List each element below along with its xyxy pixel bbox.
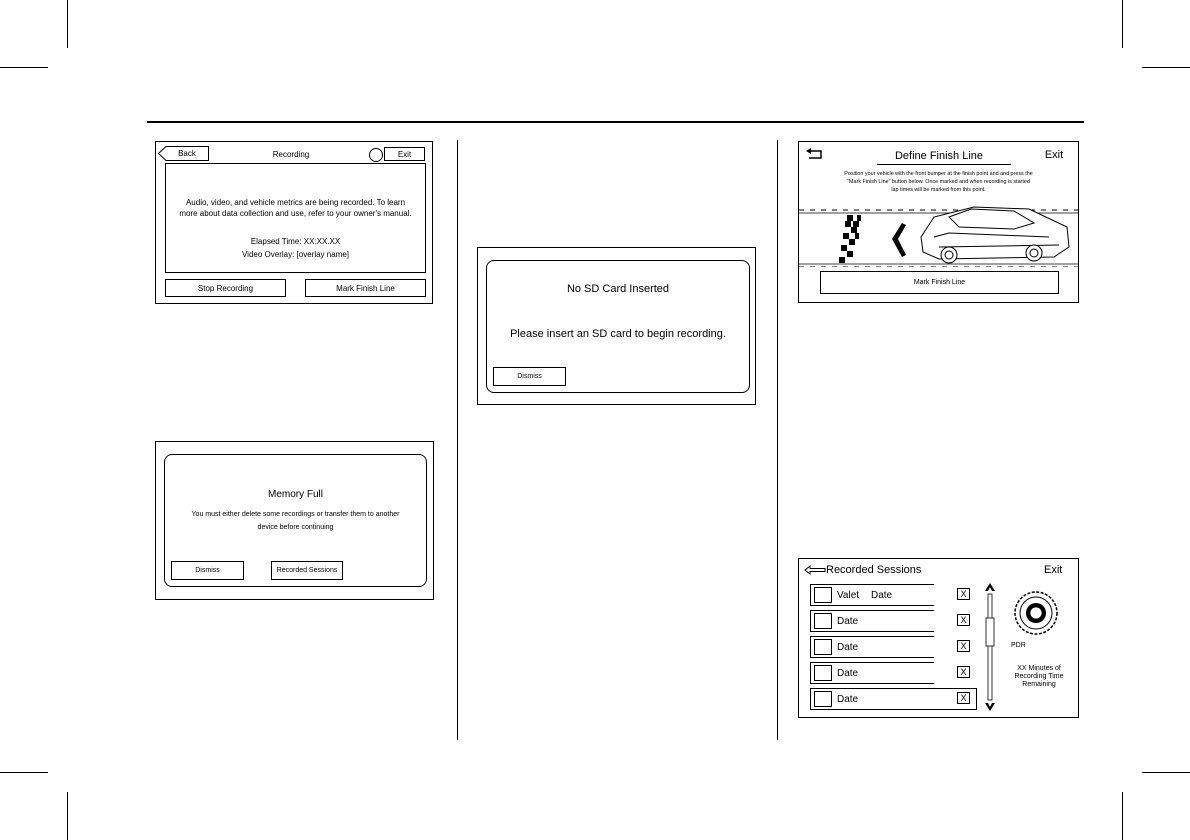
thumbnail-icon	[814, 587, 832, 603]
remaining-line2: Recording Time	[1014, 673, 1064, 680]
back-button[interactable]	[158, 146, 209, 161]
scroll-up-icon	[985, 583, 995, 591]
dismiss-button[interactable]: Dismiss	[493, 367, 566, 386]
finish-line-exit[interactable]: Exit	[1044, 149, 1064, 161]
session-date: Date	[837, 694, 859, 705]
session-row[interactable]	[810, 662, 934, 684]
session-date: Date	[837, 642, 859, 653]
thumbnail-icon	[814, 665, 832, 681]
mark-finish-line-button[interactable]: Mark Finish Line	[820, 271, 1059, 294]
scrollbar[interactable]	[983, 582, 997, 712]
recording-message-line1: Audio, video, and vehicle metrics are being recorded. To learn	[185, 198, 406, 207]
back-arrow-icon[interactable]	[804, 565, 826, 575]
delete-button[interactable]: X	[957, 614, 970, 626]
memory-full-dialog	[164, 454, 427, 587]
crop-mark	[0, 772, 48, 773]
sessions-exit[interactable]: Exit	[1044, 564, 1063, 576]
no-sd-card-title: No SD Card Inserted	[566, 283, 670, 295]
no-sd-card-dialog	[486, 260, 750, 393]
column-divider	[777, 140, 778, 740]
recording-message-panel	[165, 163, 426, 273]
column-divider	[457, 140, 458, 740]
memory-full-screen	[155, 441, 434, 600]
session-row[interactable]	[810, 688, 977, 710]
session-date: Date	[871, 590, 893, 601]
session-row[interactable]	[810, 636, 934, 658]
exit-button[interactable]: Exit	[384, 147, 425, 161]
sessions-title: Recorded Sessions	[826, 564, 922, 576]
remaining-line1: XX Minutes of	[1017, 665, 1061, 672]
crop-mark	[1122, 792, 1123, 840]
scroll-down-icon	[985, 703, 995, 711]
finish-line-instruction-2: "Mark Finish Line" button below. Once marked and when recording is started	[847, 179, 1030, 185]
elapsed-time: Elapsed Time: XX:XX.XX	[250, 237, 341, 246]
crop-mark	[1122, 0, 1123, 48]
memory-full-line1: You must either delete some recordings or transfer them to another	[191, 511, 400, 518]
thumbnail-icon	[814, 691, 832, 707]
delete-button[interactable]: X	[957, 640, 970, 652]
crop-mark	[67, 792, 68, 840]
storage-dial-icon	[1013, 590, 1059, 636]
memory-full-title: Memory Full	[267, 489, 323, 500]
crop-mark	[1142, 67, 1190, 68]
checkered-flag-icon	[839, 215, 861, 263]
finish-line-instruction-1: Position your vehicle with the front bumper at the finish point and and press the	[844, 171, 1033, 177]
finish-line-title: Define Finish Line	[894, 150, 984, 162]
define-finish-line-screen	[798, 141, 1079, 303]
chevron-left-icon	[892, 223, 906, 257]
crop-mark	[67, 0, 68, 48]
pdr-label: PDR	[1011, 642, 1026, 649]
video-overlay: Video Overlay: [overlay name]	[241, 250, 349, 259]
recording-title: Recording	[272, 150, 310, 159]
recording-message-line2: more about data collection and use, refer to your owner's manual.	[179, 209, 412, 218]
stop-recording-button[interactable]: Stop Recording	[165, 279, 286, 297]
dismiss-button[interactable]: Dismiss	[171, 561, 244, 580]
recorded-sessions-button[interactable]: Recorded Sessions	[271, 561, 343, 580]
delete-button[interactable]: X	[957, 666, 970, 678]
session-date: Date	[837, 668, 859, 679]
recording-screen	[155, 141, 433, 304]
delete-button[interactable]: X	[957, 692, 970, 704]
finish-line-instruction-3: lap times will be marked from this point.	[891, 187, 986, 193]
session-label: Valet	[837, 590, 860, 601]
memory-full-line2: device before continuing	[257, 524, 334, 531]
mark-finish-line-button[interactable]: Mark Finish Line	[305, 279, 426, 297]
thumbnail-icon	[814, 613, 832, 629]
recorded-sessions-screen	[798, 558, 1079, 718]
title-underline	[877, 164, 1011, 165]
remaining-line3: Remaining	[1022, 681, 1056, 688]
track-illustration	[799, 197, 1078, 267]
no-sd-card-message: Please insert an SD card to begin recording.	[510, 328, 726, 340]
session-date: Date	[837, 616, 859, 627]
no-sd-card-screen	[477, 247, 756, 405]
record-indicator-icon	[369, 148, 383, 162]
back-arrow-icon[interactable]	[805, 148, 825, 160]
session-row[interactable]	[810, 584, 934, 606]
session-row[interactable]	[810, 610, 934, 632]
crop-mark	[1142, 772, 1190, 773]
crop-mark	[0, 67, 48, 68]
delete-button[interactable]: X	[957, 588, 970, 600]
header-rule	[147, 121, 1084, 123]
back-button-label: Back	[178, 149, 196, 158]
car-icon	[921, 207, 1069, 263]
thumbnail-icon	[814, 639, 832, 655]
